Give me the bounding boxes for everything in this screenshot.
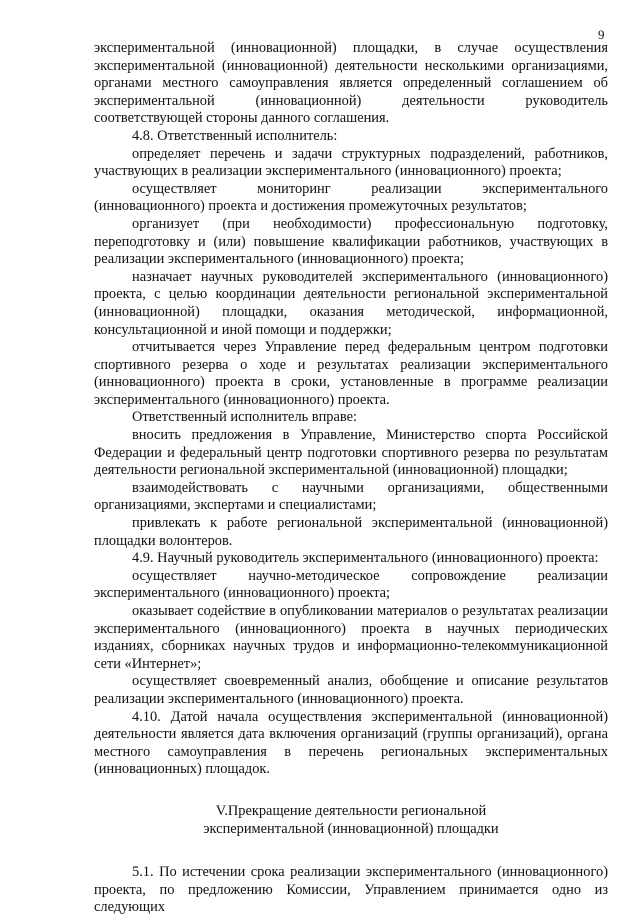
paragraph: взаимодействовать с научными организациями, общественными организациями, экспертами и специалистами; xyxy=(94,479,608,514)
paragraph: 4.8. Ответственный исполнитель: xyxy=(132,127,338,144)
paragraph: осуществляет научно-методическое сопровождение реализации экспериментального (инновационного) проекта; xyxy=(94,567,608,602)
paragraph: 4.10. Датой начала осуществления экспериментальной (инновационной) деятельности является дата включения организаций (группы организаций), органа местного самоуправления в перечень региональных экспериментальных (инновационных) площадок. xyxy=(94,708,608,778)
section-heading-line: V.Прекращение деятельности региональной xyxy=(215,802,487,819)
paragraph: организует (при необходимости) профессиональную подготовку, переподготовку и (или) повышение квалификации работников, участвующих в реализации экспериментального (инновационного) проекта; xyxy=(94,215,608,268)
section-heading xyxy=(94,803,608,838)
paragraph: привлекать к работе региональной экспериментальной (инновационной) площадки волонтеров. xyxy=(94,515,608,549)
closing-paragraph: 5.1. По истечении срока реализации экспериментального (инновационного) проекта, по предложению Комиссии, Управлением принимается одно из следующих xyxy=(94,864,608,916)
paragraph: Ответственный исполнитель вправе: xyxy=(132,409,357,426)
paragraph: оказывает содействие в опубликовании материалов о результатах реализации экспериментального (инновационного) проекта в научных периодических изданиях, сборниках научных трудов и информационно-телекоммуникационной сети «Интернет»; xyxy=(94,603,608,672)
section-heading-line: экспериментальной (инновационной) площадки xyxy=(203,820,499,837)
paragraph: осуществляет своевременный анализ, обобщение и описание результатов реализации экспериментального (инновационного) проекта. xyxy=(94,673,608,707)
spacer xyxy=(94,838,608,864)
paragraph: назначает научных руководителей экспериментального (инновационного) проекта, с целью координации деятельности региональной экспериментальной (инновационной) площадки, оказания методической, информационной, консультационной и иной помощи и поддержки; xyxy=(94,268,608,338)
document-body xyxy=(94,40,608,917)
paragraph: отчитывается через Управление перед федеральным центром подготовки спортивного резерва о ходе и результатах реализации экспериментального (инновационного) проекта в сроки, установленные в программе реализации экспериментального (инновационного) проекта. xyxy=(94,339,608,408)
paragraph: 4.9. Научный руководитель экспериментального (инновационного) проекта: xyxy=(132,550,599,567)
page-number: 9 xyxy=(598,27,605,42)
paragraph: вносить предложения в Управление, Министерство спорта Российской Федерации и федеральный центр подготовки спортивного резерва по результатам деятельности региональной экспериментальной (инновационной) площадки; xyxy=(94,427,608,479)
paragraph: осуществляет мониторинг реализации экспериментального (инновационного) проекта и достижения промежуточных результатов; xyxy=(94,180,608,215)
paragraph: экспериментальной (инновационной) площадки, в случае осуществления экспериментальной (инновационной) деятельности несколькими организациями, органами местного самоуправления является определенный соглашением об экспериментальной (инновационной) деятельности руководитель соответствующей стороны данного соглашения. xyxy=(94,40,608,127)
paragraph: определяет перечень и задачи структурных подразделений, работников, участвующих в реализации экспериментального (инновационного) проекта; xyxy=(94,145,608,180)
